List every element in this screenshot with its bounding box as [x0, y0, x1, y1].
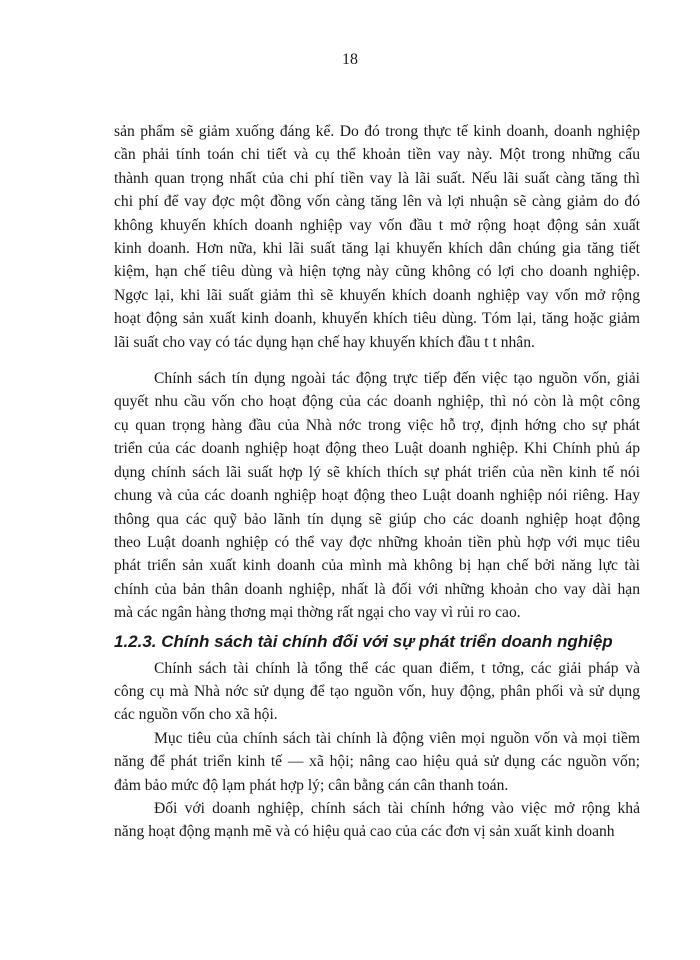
text-line: cụ quan trọng hàng đầu của Nhà nớc trong việc hỗ trợ, định hớng cho sự phát	[114, 416, 640, 434]
paragraph	[114, 367, 640, 624]
text-line: Đối với doanh nghiệp, chính sách tài chính hớng vào việc mở rộng khả	[154, 799, 640, 817]
text-line: công cụ mà Nhà nớc sử dụng để tạo nguồn vốn, huy động, phân phối và sử dụng	[114, 682, 640, 700]
paragraph	[114, 797, 640, 844]
section-body-credit-policy	[114, 120, 640, 625]
paragraph	[114, 120, 640, 354]
text-line: không khuyến khích doanh nghiệp vay vốn đầu t mở rộng hoạt động sản xuất	[114, 216, 640, 234]
text-line: thành quan trọng nhất của chi phí tiền vay là lãi suất. Nếu lãi suất càng tăng thì	[114, 169, 640, 187]
text-line: theo Luật doanh nghiệp có thể vay đợc những khoản tiền phù hợp với mục tiêu	[114, 533, 640, 551]
text-line: mà các ngân hàng thơng mại thờng rất ngại cho vay vì rủi ro cao.	[114, 604, 521, 622]
paragraph	[114, 727, 640, 797]
text-line: dụng chính sách lãi suất hợp lý sẽ khích thích sự phát triển của nền kinh tế nói	[114, 463, 640, 481]
text-line: phát triển sản xuất kinh doanh của mình mà không bị hạn chế bởi năng lực tài	[114, 557, 640, 575]
text-line: Mục tiêu của chính sách tài chính là động viên mọi nguồn vốn và mọi tiềm	[154, 729, 640, 747]
text-line: đảm bảo mức độ lạm phát hợp lý; cân bằng cán cân thanh toán.	[114, 776, 509, 794]
text-line: sản phẩm sẽ giảm xuống đáng kể. Do đó trong thực tế kinh doanh, doanh nghiệp	[114, 123, 640, 140]
text-line: cần phải tính toán chi tiết và cụ thể khoản tiền vay này. Một trong những cấu	[114, 146, 640, 164]
text-line: hoạt động sản xuất kinh doanh, khuyến khích tiêu dùng. Tóm lại, tăng hoặc giảm	[114, 310, 640, 328]
section-body-financial-policy	[114, 657, 640, 844]
text-line: kinh doanh. Hơn nữa, khi lãi suất tăng lại khuyến khích dân chúng gia tăng tiết	[114, 240, 640, 258]
page-content	[114, 120, 640, 844]
text-line: kiệm, hạn chế tiêu dùng và hiện tợng này cũng không có lợi cho doanh nghiệp.	[114, 263, 640, 281]
text-line: năng hoạt động mạnh mẽ và có hiệu quả cao của các đơn vị sản xuất kinh doanh	[114, 823, 615, 841]
section-heading: 1.2.3. Chính sách tài chính đối với sự phát triển doanh nghiệp	[114, 631, 613, 651]
text-line: các nguồn vốn cho xã hội.	[114, 706, 278, 724]
text-line: lãi suất cho vay có tác dụng hạn chế hay khuyến khích đầu t t nhân.	[114, 333, 535, 351]
text-line: năng để phát triển kinh tế — xã hội; nâng cao hiệu quả sử dụng các nguồn vốn;	[114, 753, 640, 771]
text-line: triển của các doanh nghiệp hoạt động theo Luật doanh nghiệp. Khi Chính phủ áp	[114, 440, 640, 458]
text-line: thông qua các quỹ bảo lãnh tín dụng sẽ giúp cho các doanh nghiệp hoạt động	[114, 510, 640, 528]
text-line: Ngợc lại, khi lãi suất giảm thì sẽ khuyến khích doanh nghiệp vay vốn mở rộng	[114, 286, 640, 304]
text-line: Chính sách tài chính là tổng thể các quan điểm, t tởng, các giải pháp và	[154, 659, 640, 677]
text-line: Chính sách tín dụng ngoài tác động trực tiếp đến việc tạo nguồn vốn, giải	[154, 370, 640, 388]
text-line: quyết nhu cầu vốn cho hoạt động của các doanh nghiệp, thì nó còn là một công	[114, 393, 640, 411]
text-line: chung và của các doanh nghiệp hoạt động theo Luật doanh nghiệp nói riêng. Hay	[114, 487, 640, 505]
text-line: chính của bản thân doanh nghiệp, nhất là đối với những khoản cho vay dài hạn	[114, 580, 640, 598]
page-number: 18	[342, 51, 358, 68]
text-line: chi phí để vay đợc một đồng vốn càng tăng lên và lợi nhuận sẽ càng giảm do đó	[114, 193, 640, 211]
paragraph	[114, 657, 640, 727]
